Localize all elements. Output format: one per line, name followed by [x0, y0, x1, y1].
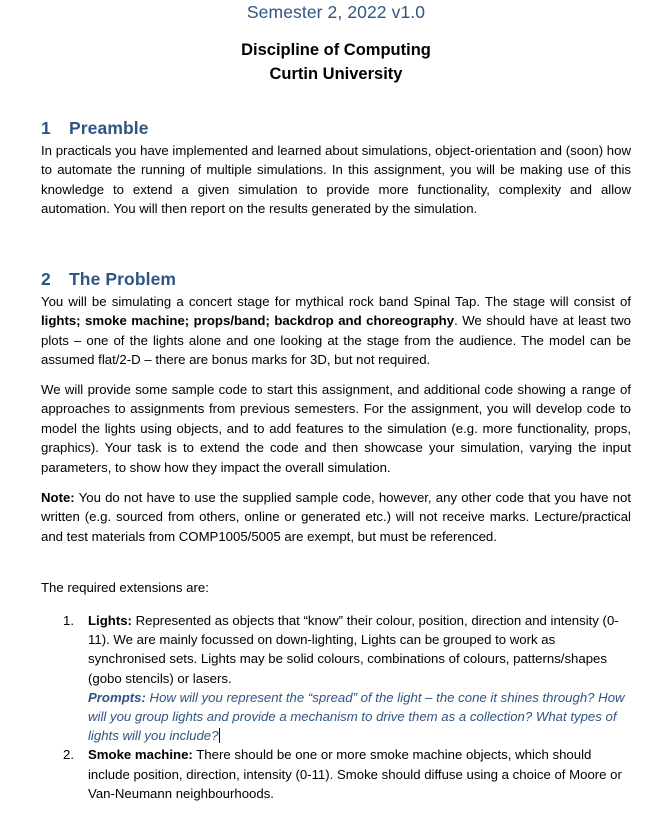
- problem-paragraph-2: We will provide some sample code to start this assignment, and additional code showing a range of approaches to assignments from previous semesters. For the assignment, you will develop code to model the lights using objects, and to add features to the simulation (e.g. more functionality, props, graphics). Your task is to extend the code and then showcase your simulation, varying the input parameters, to show how they impact the overall simulation.: [41, 382, 631, 475]
- problem-p1-start: You will be simulating a concert stage for mythical rock band Spinal Tap. The stage will consist of: [41, 294, 631, 309]
- extension-text: There should be one or more smoke machine objects, which should include position, direction, intensity (0-11). Smoke should diffuse using a choice of Moore or Van-Neumann neighbourhoods.: [88, 747, 622, 801]
- extensions-list: [63, 611, 633, 803]
- extension-text: Represented as objects that “know” their colour, position, direction and intensity (0-11). We are mainly focussed on down-lighting, Lights can be grouped to work as synchronised sets. Lights may be solid colours, combinations of colours, patterns/shapes (gobo stencils) or lasers.: [88, 613, 619, 686]
- section-title: The Problem: [69, 269, 177, 289]
- semester-version: Semester 2, 2022 v1.0: [246, 2, 426, 22]
- prompt-text: How will you represent the “spread” of the light – the cone it shines through? How will you group lights and provide a mechanism to drive them as a collection? What types of lights will you include?: [88, 689, 625, 744]
- preamble-paragraph: In practicals you have implemented and learned about simulations, object-orientation and (soon) how to automate the running of multiple simulations. In this assignment, you will be making use of this knowledge to extend a given simulation to provide more functionality, complexity and allow automation. You will then report on the results generated by the simulation.: [41, 143, 631, 217]
- extensions-intro: The required extensions are:: [41, 580, 209, 595]
- problem-paragraph-1: [41, 292, 631, 370]
- title-block: [0, 38, 672, 86]
- extension-label: Smoke machine:: [88, 747, 193, 763]
- discipline-title: Discipline of Computing: [241, 41, 431, 59]
- university-title: Curtin University: [269, 65, 403, 83]
- prompt-label: Prompts:: [88, 689, 146, 705]
- text-cursor: [219, 728, 220, 743]
- section-number: 2: [41, 269, 51, 289]
- list-marker: 2.: [63, 747, 74, 763]
- list-item: [63, 611, 633, 745]
- section-heading-preamble: [41, 118, 149, 139]
- note-paragraph: [41, 488, 631, 546]
- section-number: 1: [41, 118, 51, 138]
- list-marker: 1.: [63, 613, 74, 628]
- note-label: Note:: [41, 490, 75, 505]
- problem-p1-bold: lights; smoke machine; props/band; backdrop and choreography: [41, 313, 455, 329]
- section-heading-problem: [41, 269, 176, 290]
- extension-label: Lights:: [88, 613, 132, 628]
- list-item: [63, 745, 633, 803]
- section-title: Preamble: [69, 118, 149, 138]
- note-text: You do not have to use the supplied sample code, however, any other code that you have not written (e.g. sourced from others, online or generated etc.) will not receive marks. Lecture/practical and test materials from COMP1005/5005 are exempt, but must be referenced.: [41, 490, 631, 544]
- problem-p1-end: . We should have at least two plots – one of the lights alone and one looking at the stage from the audience. The model can be assumed flat/2-D – there are bonus marks for 3D, but not required.: [41, 313, 631, 368]
- prompt-block: [88, 690, 625, 743]
